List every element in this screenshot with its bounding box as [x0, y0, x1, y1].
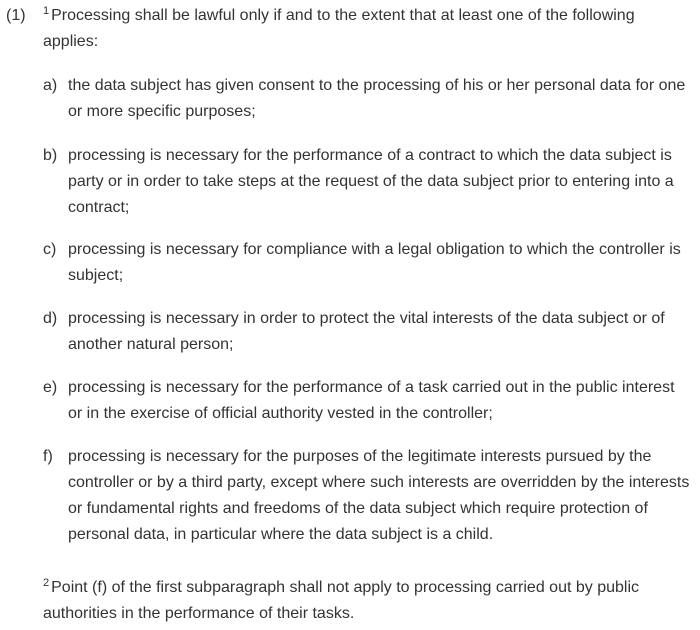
item-letter: c)	[43, 241, 57, 258]
item-letter: a)	[43, 77, 58, 94]
item-text: processing is necessary for the purposes of the legitimate interests pursued by the controller or by a third party, except where such interests are overridden by the interests or fundamental rights and freedoms of the data subject which require protection of personal data, in particular where the data subject is a child.	[68, 448, 690, 543]
item-letter: d)	[43, 310, 58, 327]
item-letter: e)	[43, 379, 58, 396]
item-text: processing is necessary for the performance of a task carried out in the public interest or in the exercise of official authority vested in the controller;	[68, 379, 675, 422]
closing-sentence	[43, 575, 683, 627]
sentence-number-2: 2	[43, 577, 50, 589]
item-letter: b)	[43, 147, 58, 164]
item-text: processing is necessary in order to protect the vital interests of the data subject or of another natural person;	[68, 310, 665, 353]
sentence-number-1: 1	[43, 5, 50, 17]
item-letter: f)	[43, 448, 53, 465]
intro-text: Processing shall be lawful only if and to the extent that at least one of the following applies:	[43, 7, 635, 50]
item-text: processing is necessary for the performance of a contract to which the data subject is party or in order to take steps at the request of the data subject prior to entering into a contract;	[68, 147, 674, 216]
item-text: the data subject has given consent to the processing of his or her personal data for one or more specific purposes;	[68, 77, 686, 120]
item-text: processing is necessary for compliance with a legal obligation to which the controller is subject;	[68, 241, 681, 284]
paragraph-number: (1)	[6, 7, 26, 24]
intro-sentence	[43, 3, 673, 55]
closing-text: Point (f) of the first subparagraph shall not apply to processing carried out by public authorities in the performance of their tasks.	[43, 579, 639, 622]
